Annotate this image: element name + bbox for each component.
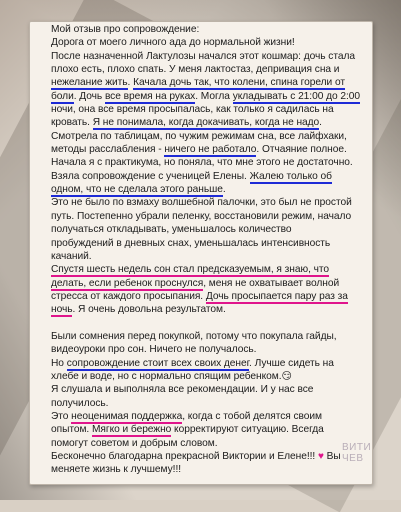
text-line: [51, 116, 367, 129]
text-segment: . Лучше сидеть на: [249, 357, 334, 369]
text-line: [51, 210, 367, 223]
text-segment: кровать.: [51, 117, 93, 129]
underlined-phrase-pink: Дочь просыпается пару раз за: [205, 290, 348, 302]
text-line: [51, 423, 367, 436]
text-segment: Но: [51, 357, 67, 369]
text-segment: , меня не охватывает волной: [203, 277, 340, 289]
text-segment: Это: [51, 410, 72, 422]
text-segment: Взяла сопровождение с ученицей Елены.: [51, 170, 250, 182]
text-segment: Смотрела по таблицам, по чужим режимам сна, все лайфхаки,: [51, 130, 347, 142]
text-segment: Дорога от моего личного ада до нормальной жизни!: [51, 37, 295, 49]
text-segment: . Дочь: [73, 90, 105, 102]
text-line: [51, 397, 367, 410]
underlined-phrase-blue: нежелание жить: [51, 77, 128, 89]
text-segment: получилось.: [51, 397, 109, 409]
text-segment: Бесконечно благодарна прекрасной Виктории и Елене!!!: [51, 451, 318, 462]
text-line: [51, 437, 367, 450]
text-segment: пробуждений в дневных снах, уменьшалась интенсивность: [51, 237, 331, 249]
text-segment: Начала я с практикума, но поняла, что мне этого не достаточно.: [51, 157, 353, 169]
smirk-emoji-icon: 😏: [281, 370, 292, 382]
underlined-phrase-blue: укладывать с 21:00 до 2:00: [232, 90, 361, 102]
underlined-phrase-blue: сопровождение стоит всех своих денег: [66, 357, 250, 369]
text-segment: Я слушала и выполняла все рекомендации. И у нас все: [51, 384, 314, 396]
watermark-line: ЧЕВ: [342, 453, 364, 464]
text-line: [51, 330, 367, 343]
text-segment: меняете жизнь к лучшему!!!: [51, 464, 182, 476]
text-line: [51, 223, 367, 236]
text-segment: . Я очень довольна результатом.: [72, 304, 226, 316]
text-line: [51, 76, 367, 89]
text-segment: получаться откладывать, уменьшалось количество: [51, 224, 292, 236]
text-line: [51, 90, 367, 103]
text-line: [51, 36, 367, 49]
underlined-phrase-blue: боли: [51, 90, 74, 102]
underlined-phrase-pink: ночь: [51, 304, 73, 316]
review-text: [51, 23, 367, 477]
blank-line: [51, 317, 367, 330]
text-segment: Вы: [323, 451, 341, 462]
text-segment: После назначенной Лактулозы начался этот кошмар: дочь стала: [51, 50, 355, 62]
watermark-line: ВИТИ: [342, 442, 372, 453]
heart-emoji-icon: ♥: [317, 451, 324, 462]
underlined-phrase-pink: Мягко и бережно: [92, 424, 172, 436]
text-line: [51, 370, 367, 383]
text-segment: методы расслабления -: [51, 144, 165, 156]
text-line: [51, 130, 367, 143]
underlined-phrase-blue: одном, что не сделала этого раньше: [51, 184, 223, 196]
text-segment: видеоуроки про сон. Ничего не получалось.: [51, 344, 257, 356]
text-line: [51, 23, 367, 36]
underlined-phrase-blue: Качала дочь так, что колени, спина горели от: [133, 77, 345, 89]
text-segment: качаний.: [51, 250, 92, 262]
text-segment: Мой отзыв про сопровождение:: [51, 24, 200, 35]
underlined-phrase-blue: ничего не работало: [164, 144, 257, 156]
underlined-phrase-pink: делать, если ребенок проснулся: [51, 277, 204, 289]
text-line: [51, 343, 367, 356]
text-segment: . Отчаяние полное.: [256, 144, 347, 156]
text-line: [51, 250, 367, 263]
text-segment: , когда с тобой делятся своим: [182, 410, 322, 422]
text-line: [51, 183, 367, 196]
text-line: [51, 170, 367, 183]
text-segment: плохо есть, плохо спать. У меня лактостаз, депривация сна и: [51, 64, 340, 76]
text-line: [51, 410, 367, 423]
text-line: [51, 357, 367, 370]
underlined-phrase-blue: Жалею только об: [249, 170, 332, 182]
underlined-phrase-blue: Я не понимала, когда докачивать, когда не надо: [92, 117, 320, 129]
text-line: [51, 103, 367, 116]
text-segment: .: [222, 184, 226, 196]
text-line: [51, 277, 367, 290]
text-segment: опытом.: [51, 424, 92, 436]
text-line: [51, 463, 367, 476]
text-segment: путь. Постепенно убрали пеленку, восстановили режим, начало: [51, 210, 352, 222]
text-line: [51, 450, 367, 463]
text-line: [51, 143, 367, 156]
text-line: [51, 263, 367, 276]
text-segment: .: [127, 77, 134, 89]
text-segment: помогут советом и добрым словом.: [51, 437, 218, 449]
text-line: [51, 303, 367, 316]
text-line: [51, 50, 367, 63]
underlined-phrase-pink: Спустя шесть недель сон стал предсказуемым, я знаю, что: [51, 264, 330, 276]
text-segment: корректируют ситуацию. Всегда: [171, 424, 324, 436]
text-line: [51, 290, 367, 303]
watermark: [342, 442, 371, 464]
underlined-phrase-pink: неоценимая поддержка: [71, 410, 183, 422]
text-segment: . Могла: [195, 90, 233, 102]
underlined-phrase-blue: все время на руках: [104, 90, 196, 102]
text-segment: стресса от каждого просыпания.: [51, 290, 206, 302]
text-segment: .: [319, 117, 322, 129]
text-segment: ночи, она все время просыпалась, как только я садилась на: [51, 104, 334, 116]
text-segment: Это не было по взмаху волшебной палочки, это был не простой: [51, 197, 352, 209]
text-line: [51, 383, 367, 396]
text-line: [51, 196, 367, 209]
text-line: [51, 156, 367, 169]
text-line: [51, 63, 367, 76]
text-segment: Были сомнения перед покупкой, потому что покупала гайды,: [51, 330, 337, 342]
text-segment: хлебе и воде, но с нормально спящим ребенком.: [51, 370, 282, 382]
text-line: [51, 237, 367, 250]
